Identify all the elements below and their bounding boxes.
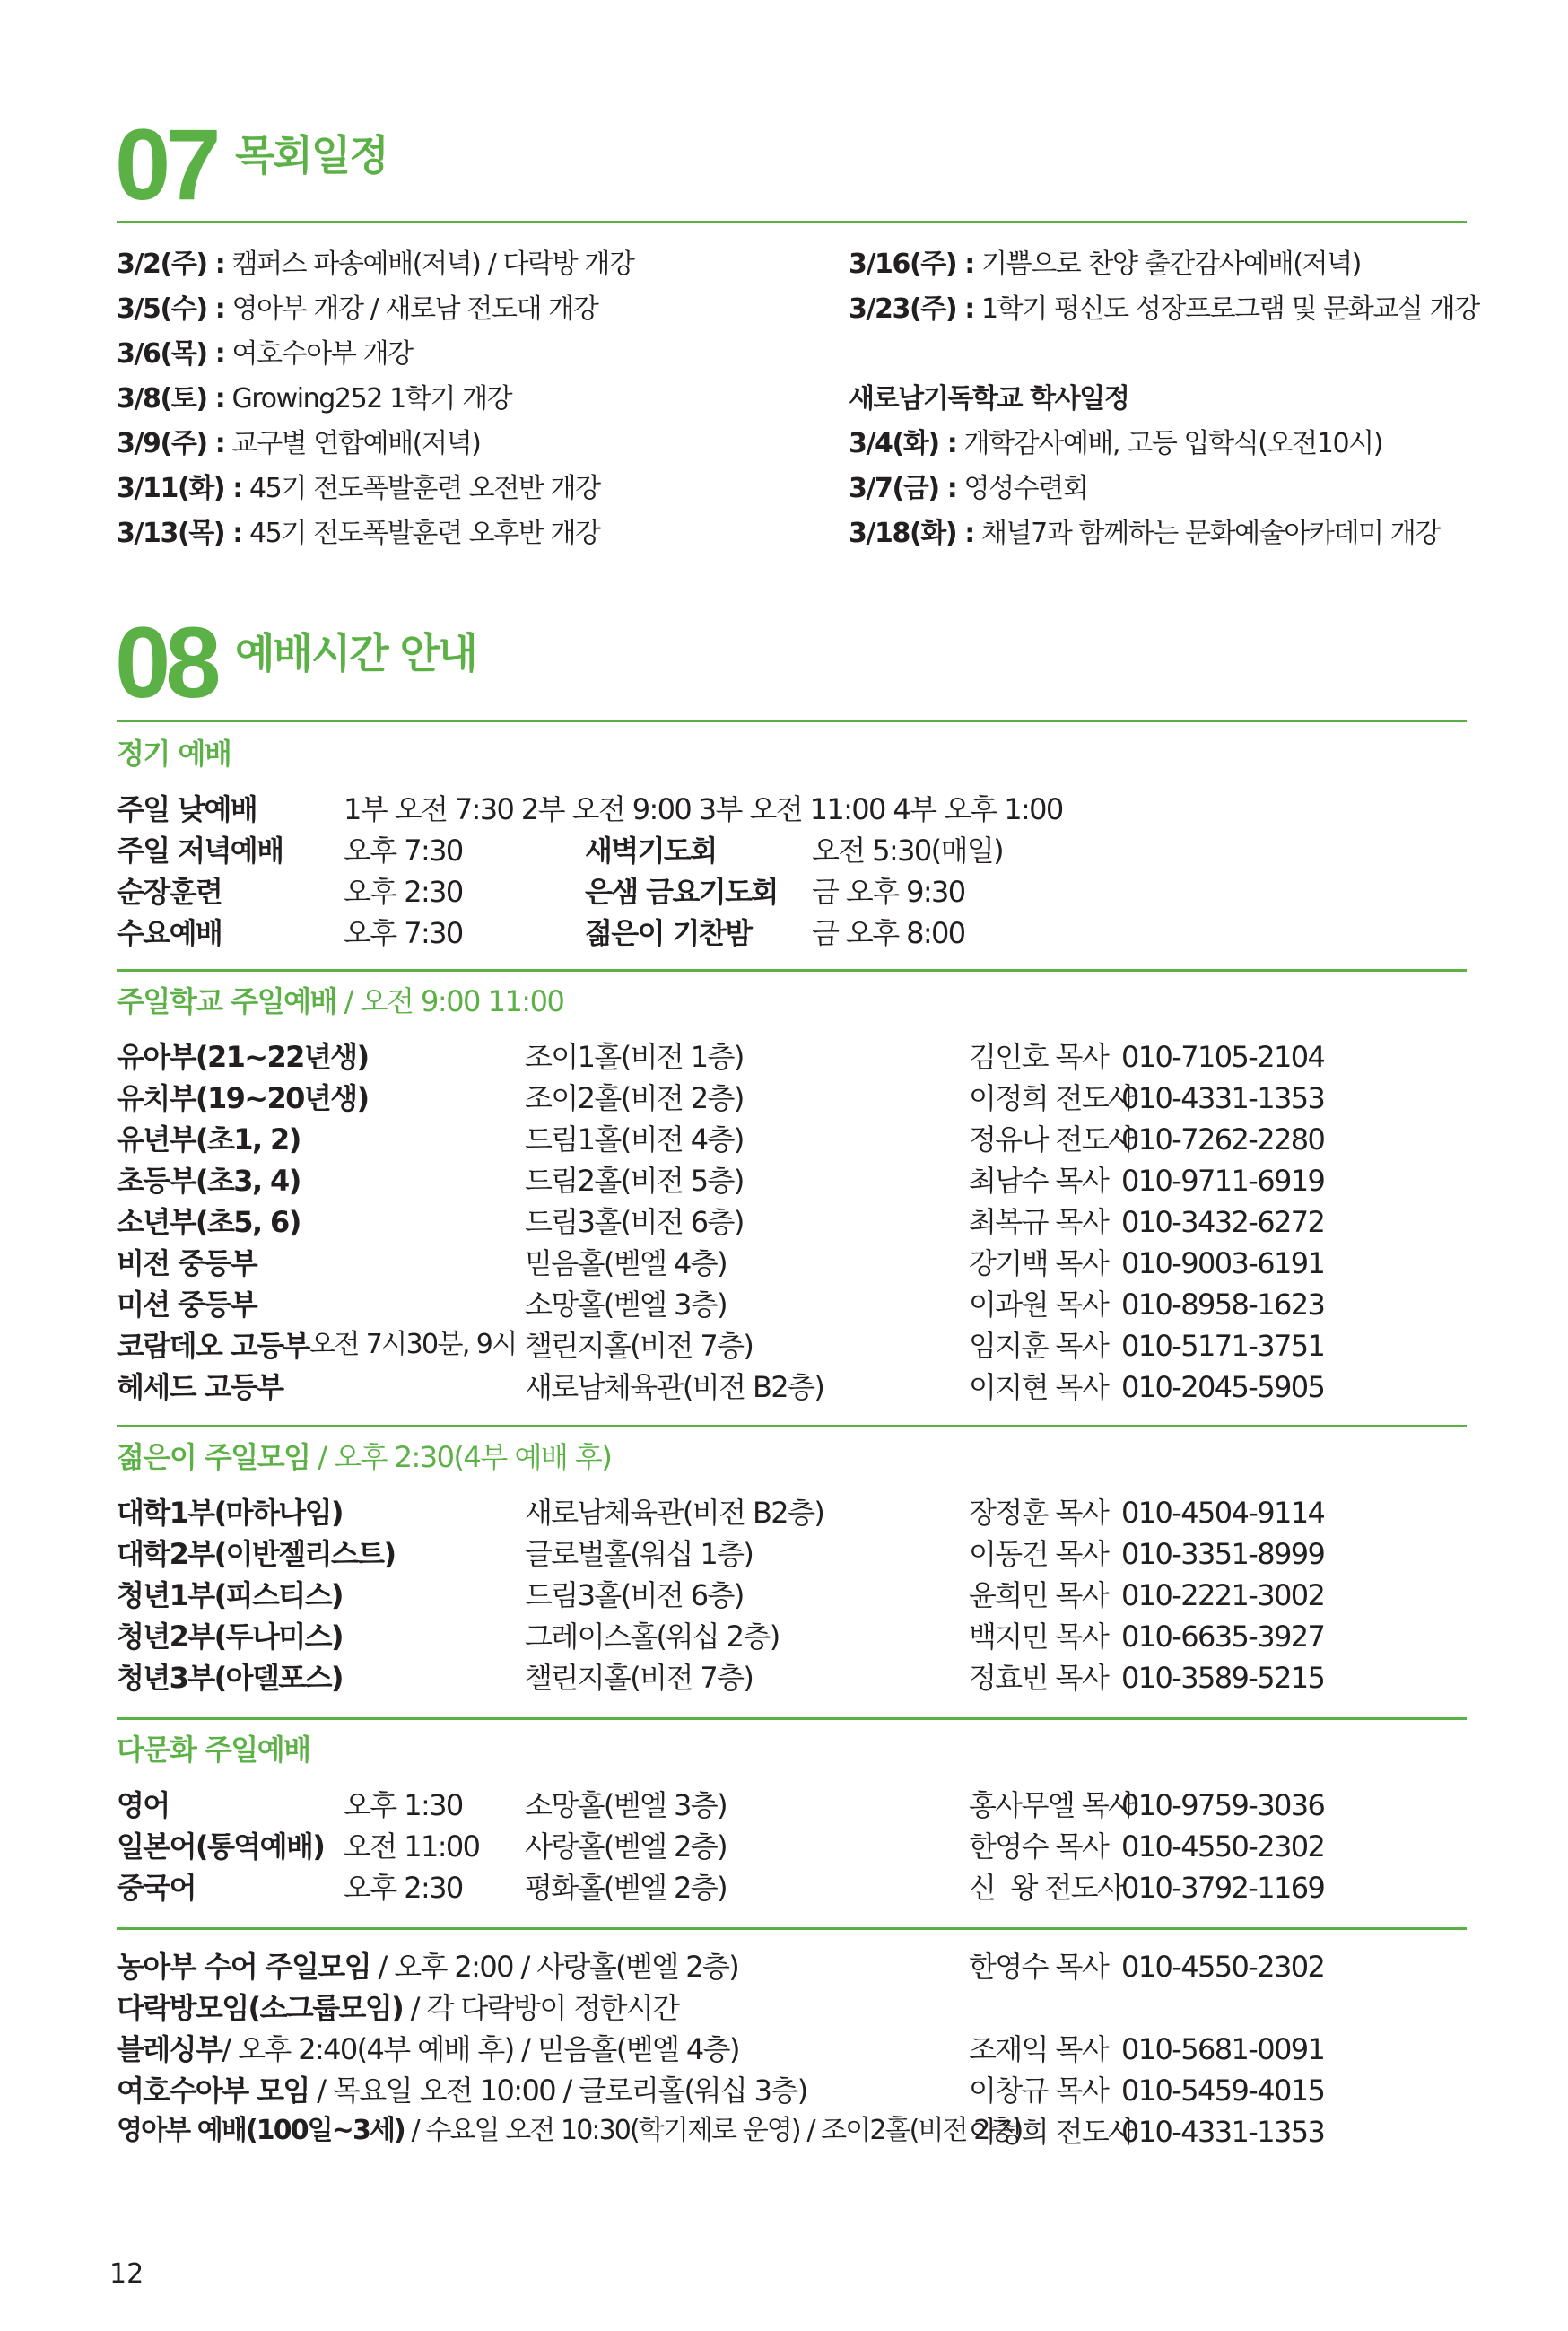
dept-place: 드림3홀(비전 6층) xyxy=(525,1578,744,1612)
dept-contact: 김인호 목사 xyxy=(969,1040,1109,1074)
service-time: 금 오후 9:30 xyxy=(812,875,965,909)
dept-name: 유년부(초1, 2) xyxy=(117,1122,301,1157)
schedule-item: 3/5(수) : 영아부 개강 / 새로남 전도대 개강 xyxy=(117,293,598,325)
dept-extra-time: 오전 7시30분, 9시 xyxy=(309,1329,517,1360)
dept-name: 소년부(초5, 6) xyxy=(117,1205,301,1239)
schedule-item: 3/9(주) : 교구별 연합예배(저녁) xyxy=(117,428,481,459)
dept-phone: 010-4504-9114 xyxy=(1121,1496,1325,1530)
dept-phone: 010-2045-5905 xyxy=(1121,1370,1325,1404)
subsection-multicultural: 다문화 주일예배 xyxy=(117,1733,310,1767)
section-number-07: 07 xyxy=(115,109,216,221)
dept-place: 조이2홀(비전 2층) xyxy=(525,1081,744,1115)
section-number-08: 08 xyxy=(115,607,216,719)
dept-name: 청년3부(아델포스) xyxy=(117,1661,343,1695)
service-time: 오전 5:30(매일) xyxy=(812,834,1004,868)
dept-contact: 이정희 전도사 xyxy=(969,2115,1135,2149)
dept-phone: 010-3589-5215 xyxy=(1121,1661,1325,1695)
dept-contact: 조재익 목사 xyxy=(969,2032,1109,2066)
schedule-item: 3/16(주) : 기쁨으로 찬양 출간감사예배(저녁) xyxy=(849,249,1361,280)
service-name: 주일 낮예배 xyxy=(117,792,257,826)
dept-place: 챌린지홀(비전 7층) xyxy=(525,1661,754,1695)
school-schedule-item: 3/7(금) : 영성수련회 xyxy=(849,473,1088,504)
dept-place: 글로벌홀(워십 1층) xyxy=(525,1537,754,1571)
divider xyxy=(117,221,1467,223)
dept-name: 대학2부(이반젤리스트) xyxy=(117,1537,396,1571)
dept-place: 드림2홀(비전 5층) xyxy=(525,1164,744,1198)
dept-place: 새로남체육관(비전 B2층) xyxy=(525,1496,824,1530)
dept-contact: 한영수 목사 xyxy=(969,1950,1109,1984)
dept-place: 챌린지홀(비전 7층) xyxy=(525,1329,754,1363)
service-name: 수요예배 xyxy=(117,916,222,950)
divider xyxy=(117,969,1467,972)
service-name: 순장훈련 xyxy=(117,875,222,909)
divider xyxy=(117,1425,1467,1427)
dept-place: 드림1홀(비전 4층) xyxy=(525,1122,744,1157)
service-name: 새벽기도회 xyxy=(585,834,717,868)
service-time: 오전 11:00 xyxy=(344,1829,480,1864)
language-name: 영어 xyxy=(117,1788,170,1822)
service-time: 오후 2:30 xyxy=(344,1871,463,1905)
dept-contact: 백지민 목사 xyxy=(969,1619,1109,1654)
dept-contact: 이창규 목사 xyxy=(969,2073,1109,2108)
dept-place: 소망홀(벧엘 3층) xyxy=(525,1788,727,1822)
dept-phone: 010-7262-2280 xyxy=(1121,1122,1325,1157)
dept-contact: 이동건 목사 xyxy=(969,1537,1109,1571)
dept-place: 새로남체육관(비전 B2층) xyxy=(525,1370,824,1404)
school-schedule-item: 3/18(화) : 채널7과 함께하는 문화예술아카데미 개강 xyxy=(849,518,1440,549)
dept-contact: 신 왕 전도사 xyxy=(969,1871,1124,1905)
dept-phone: 010-2221-3002 xyxy=(1121,1578,1325,1612)
schedule-item: 3/23(주) : 1학기 평신도 성장프로그램 및 문화교실 개강 xyxy=(849,293,1479,325)
dept-name: 유아부(21~22년생) xyxy=(117,1040,369,1074)
service-time: 오후 7:30 xyxy=(344,834,463,868)
dept-contact: 윤희민 목사 xyxy=(969,1578,1109,1612)
dept-place: 소망홀(벧엘 3층) xyxy=(525,1288,727,1322)
divider xyxy=(117,1717,1467,1720)
dept-name: 초등부(초3, 4) xyxy=(117,1164,301,1198)
dept-phone: 010-8958-1623 xyxy=(1121,1288,1325,1322)
dept-place: 드림3홀(비전 6층) xyxy=(525,1205,744,1239)
schedule-item: 3/13(목) : 45기 전도폭발훈련 오후반 개강 xyxy=(117,518,600,549)
dept-phone: 010-3351-8999 xyxy=(1121,1537,1325,1571)
dept-name: 유치부(19~20년생) xyxy=(117,1081,369,1115)
school-schedule-item: 3/4(화) : 개학감사예배, 고등 입학식(오전10시) xyxy=(849,428,1383,459)
dept-phone: 010-4331-1353 xyxy=(1121,1081,1325,1115)
meeting-item: 여호수아부 모임 / 목요일 오전 10:00 / 글로리홀(워십 3층) xyxy=(117,2073,807,2108)
service-time: 오후 7:30 xyxy=(344,916,463,950)
dept-contact: 정효빈 목사 xyxy=(969,1661,1109,1695)
dept-place: 그레이스홀(워십 2층) xyxy=(525,1619,780,1654)
dept-place: 믿음홀(벧엘 4층) xyxy=(525,1246,727,1280)
dept-place: 조이1홀(비전 1층) xyxy=(525,1040,744,1074)
dept-phone: 010-3792-1169 xyxy=(1121,1871,1325,1905)
dept-contact: 임지훈 목사 xyxy=(969,1329,1109,1363)
dept-phone: 010-4331-1353 xyxy=(1121,2115,1325,2149)
dept-phone: 010-9003-6191 xyxy=(1121,1246,1325,1280)
section-title-worship-times: 예배시간 안내 xyxy=(235,629,476,677)
language-name: 일본어(통역예배) xyxy=(117,1829,325,1864)
meeting-item: 농아부 수어 주일모임 / 오후 2:00 / 사랑홀(벧엘 2층) xyxy=(117,1950,739,1984)
dept-phone: 010-4550-2302 xyxy=(1121,1829,1325,1864)
dept-phone: 010-7105-2104 xyxy=(1121,1040,1325,1074)
schedule-item: 3/6(목) : 여호수아부 개강 xyxy=(117,338,413,370)
schedule-item: 3/8(토) : Growing252 1학기 개강 xyxy=(117,383,512,415)
dept-contact: 이지현 목사 xyxy=(969,1370,1109,1404)
dept-contact: 최복규 목사 xyxy=(969,1205,1109,1239)
dept-name: 청년2부(두나미스) xyxy=(117,1619,343,1654)
dept-phone: 010-5171-3751 xyxy=(1121,1329,1325,1363)
service-name: 젊은이 기찬밤 xyxy=(585,916,752,950)
dept-contact: 한영수 목사 xyxy=(969,1829,1109,1864)
subsection-youth: 젊은이 주일모임 / 오후 2:30(4부 예배 후) xyxy=(117,1440,612,1474)
divider xyxy=(117,720,1467,722)
dept-place: 평화홀(벧엘 2층) xyxy=(525,1871,727,1905)
language-name: 중국어 xyxy=(117,1871,196,1905)
meeting-item: 영아부 예배(100일~3세) / 수요일 오전 10:30(학기제로 운영) / 조이2홀(비전 2층) xyxy=(117,2115,1023,2146)
divider xyxy=(117,1927,1467,1930)
service-name: 은샘 금요기도회 xyxy=(585,875,778,909)
school-schedule-heading: 새로남기독학교 학사일정 xyxy=(849,383,1129,415)
dept-contact: 이정희 전도사 xyxy=(969,1081,1135,1115)
dept-contact: 홍사무엘 목사 xyxy=(969,1788,1135,1822)
page-number: 12 xyxy=(109,2258,144,2290)
service-times: 1부 오전 7:30 2부 오전 9:00 3부 오전 11:00 4부 오후 1:00 xyxy=(344,792,1063,826)
dept-name: 코람데오 고등부 xyxy=(117,1329,309,1363)
dept-name: 대학1부(마하나임) xyxy=(117,1496,343,1530)
dept-contact: 정유나 전도사 xyxy=(969,1122,1135,1157)
service-name: 주일 저녁예배 xyxy=(117,834,283,868)
subsection-sunday-school: 주일학교 주일예배 / 오전 9:00 11:00 xyxy=(117,984,564,1018)
dept-phone: 010-5459-4015 xyxy=(1121,2073,1325,2108)
service-time: 오후 2:30 xyxy=(344,875,463,909)
dept-phone: 010-4550-2302 xyxy=(1121,1950,1325,1984)
section-title-schedule: 목회일정 xyxy=(235,131,388,179)
dept-name: 헤세드 고등부 xyxy=(117,1370,283,1404)
meeting-item: 다락방모임(소그룹모임) / 각 다락방이 정한시간 xyxy=(117,1991,679,2025)
dept-contact: 이과원 목사 xyxy=(969,1288,1109,1322)
dept-name: 미션 중등부 xyxy=(117,1288,257,1322)
dept-phone: 010-6635-3927 xyxy=(1121,1619,1325,1654)
dept-phone: 010-9759-3036 xyxy=(1121,1788,1325,1822)
dept-name: 청년1부(피스티스) xyxy=(117,1578,343,1612)
dept-contact: 강기백 목사 xyxy=(969,1246,1109,1280)
dept-name: 비전 중등부 xyxy=(117,1246,257,1280)
subsection-regular-worship: 정기 예배 xyxy=(117,737,231,771)
dept-phone: 010-9711-6919 xyxy=(1121,1164,1325,1198)
schedule-item: 3/2(주) : 캠퍼스 파송예배(저녁) / 다락방 개강 xyxy=(117,249,634,280)
dept-contact: 최남수 목사 xyxy=(969,1164,1109,1198)
dept-place: 사랑홀(벧엘 2층) xyxy=(525,1829,727,1864)
service-time: 금 오후 8:00 xyxy=(812,916,965,950)
service-time: 오후 1:30 xyxy=(344,1788,463,1822)
dept-phone: 010-3432-6272 xyxy=(1121,1205,1325,1239)
meeting-item: 블레싱부/ 오후 2:40(4부 예배 후) / 믿음홀(벧엘 4층) xyxy=(117,2032,739,2066)
schedule-item: 3/11(화) : 45기 전도폭발훈련 오전반 개강 xyxy=(117,473,600,504)
dept-contact: 장정훈 목사 xyxy=(969,1496,1109,1530)
dept-phone: 010-5681-0091 xyxy=(1121,2032,1325,2066)
